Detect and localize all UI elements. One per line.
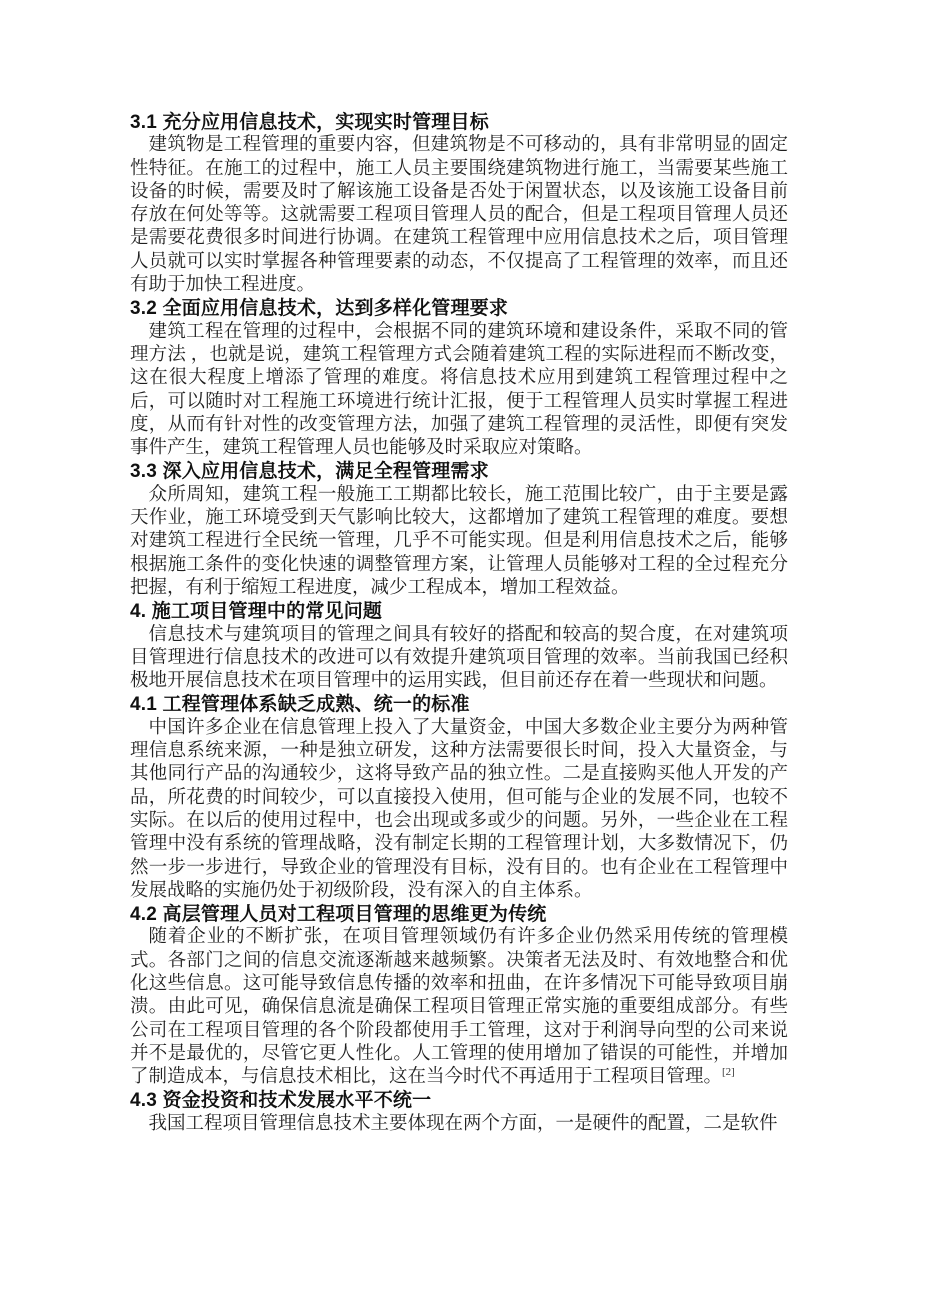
section-heading: 3.2 全面应用信息技术，达到多样化管理要求: [130, 298, 509, 320]
section-paragraph: [130, 1113, 788, 1136]
paragraph-text: 信息技术与建筑项目的管理之间具有较好的搭配和较高的契合度，在对建筑项目管理进行信息技术的改进可以有效提升建筑项目管理的效率。当前我国已经积极地开展信息技术在项目管理中的运用实践，但目前还存在着一些现状和问题。: [130, 624, 788, 692]
section-paragraph: [130, 134, 788, 297]
section-3-2: [130, 297, 788, 460]
section-paragraph: [130, 624, 788, 694]
section-4: [130, 600, 788, 693]
section-3-3: [130, 460, 788, 600]
section-3-1: [130, 111, 788, 297]
paragraph-text: 随着企业的不断扩张，在项目管理领域仍有许多企业仍然采用传统的管理模式。各部门之间的信息交流逐渐越来越频繁。决策者无法及时、有效地整合和优化这些信息。这可能导致信息传播的效率和扭曲，在许多情况下可能导致项目崩溃。由此可见，确保信息流是确保工程项目管理正常实施的重要组成部分。有些公司在工程项目管理的各个阶段都使用手工管理，这对于利润导向型的公司来说并不是最优的，尽管它更人性化。人工管理的使用增加了错误的可能性，并增加了制造成本，与信息技术相比，这在当今时代不再适用于工程项目管理。: [130, 927, 788, 1088]
section-4-3: [130, 1089, 788, 1136]
paragraph-text: 建筑物是工程管理的重要内容，但建筑物是不可移动的，具有非常明显的固定性特征。在施工的过程中，施工人员主要围绕建筑物进行施工，当需要某些施工设备的时候，需要及时了解该施工设备是否处于闲置状态，以及该施工设备目前存放在何处等等。这就需要工程项目管理人员的配合，但是工程项目管理人员还是需要花费很多时间进行协调。在建筑工程管理中应用信息技术之后，项目管理人员就可以实时掌握各种管理要素的动态，不仅提高了工程管理的效率，而且还有助于加快工程进度。: [130, 135, 788, 296]
section-paragraph: [130, 484, 788, 600]
section-4-2: [130, 903, 788, 1089]
section-4-1: [130, 693, 788, 903]
section-paragraph: [130, 926, 788, 1089]
section-heading: 4.1 工程管理体系缺乏成熟、统一的标准: [130, 694, 470, 716]
section-heading: 4. 施工项目管理中的常见问题: [130, 601, 383, 623]
paragraph-text: 我国工程项目管理信息技术主要体现在两个方面，一是硬件的配置，二是软件: [148, 1113, 778, 1134]
section-heading: 4.2 高层管理人员对工程项目管理的思维更为传统: [130, 904, 547, 926]
section-paragraph: [130, 717, 788, 903]
section-heading: 4.3 资金投资和技术发展水平不统一: [130, 1090, 432, 1112]
citation-marker: [2]: [722, 1066, 735, 1079]
paragraph-text: 建筑工程在管理的过程中，会根据不同的建筑环境和建设条件，采取不同的管理方法 ，也就是说，建筑工程管理方式会随着建筑工程的实际进程而不断改变，这在很大程度上增添了管理的难度。将信息技术应用到建筑工程管理过程中之后，可以随时对工程施工环境进行统计汇报，便于工程管理人员实时掌握工程进度，从而有针对性的改变管理方法，加强了建筑工程管理的灵活性，即便有突发事件产生，建筑工程管理人员也能够及时采取应对策略。: [130, 321, 788, 459]
paragraph-text: 众所周知，建筑工程一般施工工期都比较长，施工范围比较广，由于主要是露天作业，施工环境受到天气影响比较大，这都增加了建筑工程管理的难度。要想对建筑工程进行全民统一管理，几乎不可能实现。但是利用信息技术之后，能够根据施工条件的变化快速的调整管理方案，让管理人员能够对工程的全过程充分把握，有利于缩短工程进度，减少工程成本，增加工程效益。: [130, 484, 788, 598]
section-heading: 3.1 充分应用信息技术，实现实时管理目标: [130, 112, 489, 133]
paragraph-text: 中国许多企业在信息管理上投入了大量资金，中国大多数企业主要分为两种管理信息系统来源，一种是独立研发，这种方法需要很长时间，投入大量资金，与其他同行产品的沟通较少，这将导致产品的独立性。二是直接购买他人开发的产品，所花费的时间较少，可以直接投入使用，但可能与企业的发展不同，也较不实际。在以后的使用过程中，也会出现或多或少的问题。另外，一些企业在工程管理中没有系统的管理战略，没有制定长期的工程管理计划，大多数情况下，仍然一步一步进行，导致企业的管理没有目标，没有目的。也有企业在工程管理中发展战略的实施仍处于初级阶段，没有深入的自主体系。: [130, 717, 788, 901]
section-paragraph: [130, 321, 788, 461]
section-heading: 3.3 深入应用信息技术，满足全程管理需求: [130, 461, 489, 483]
